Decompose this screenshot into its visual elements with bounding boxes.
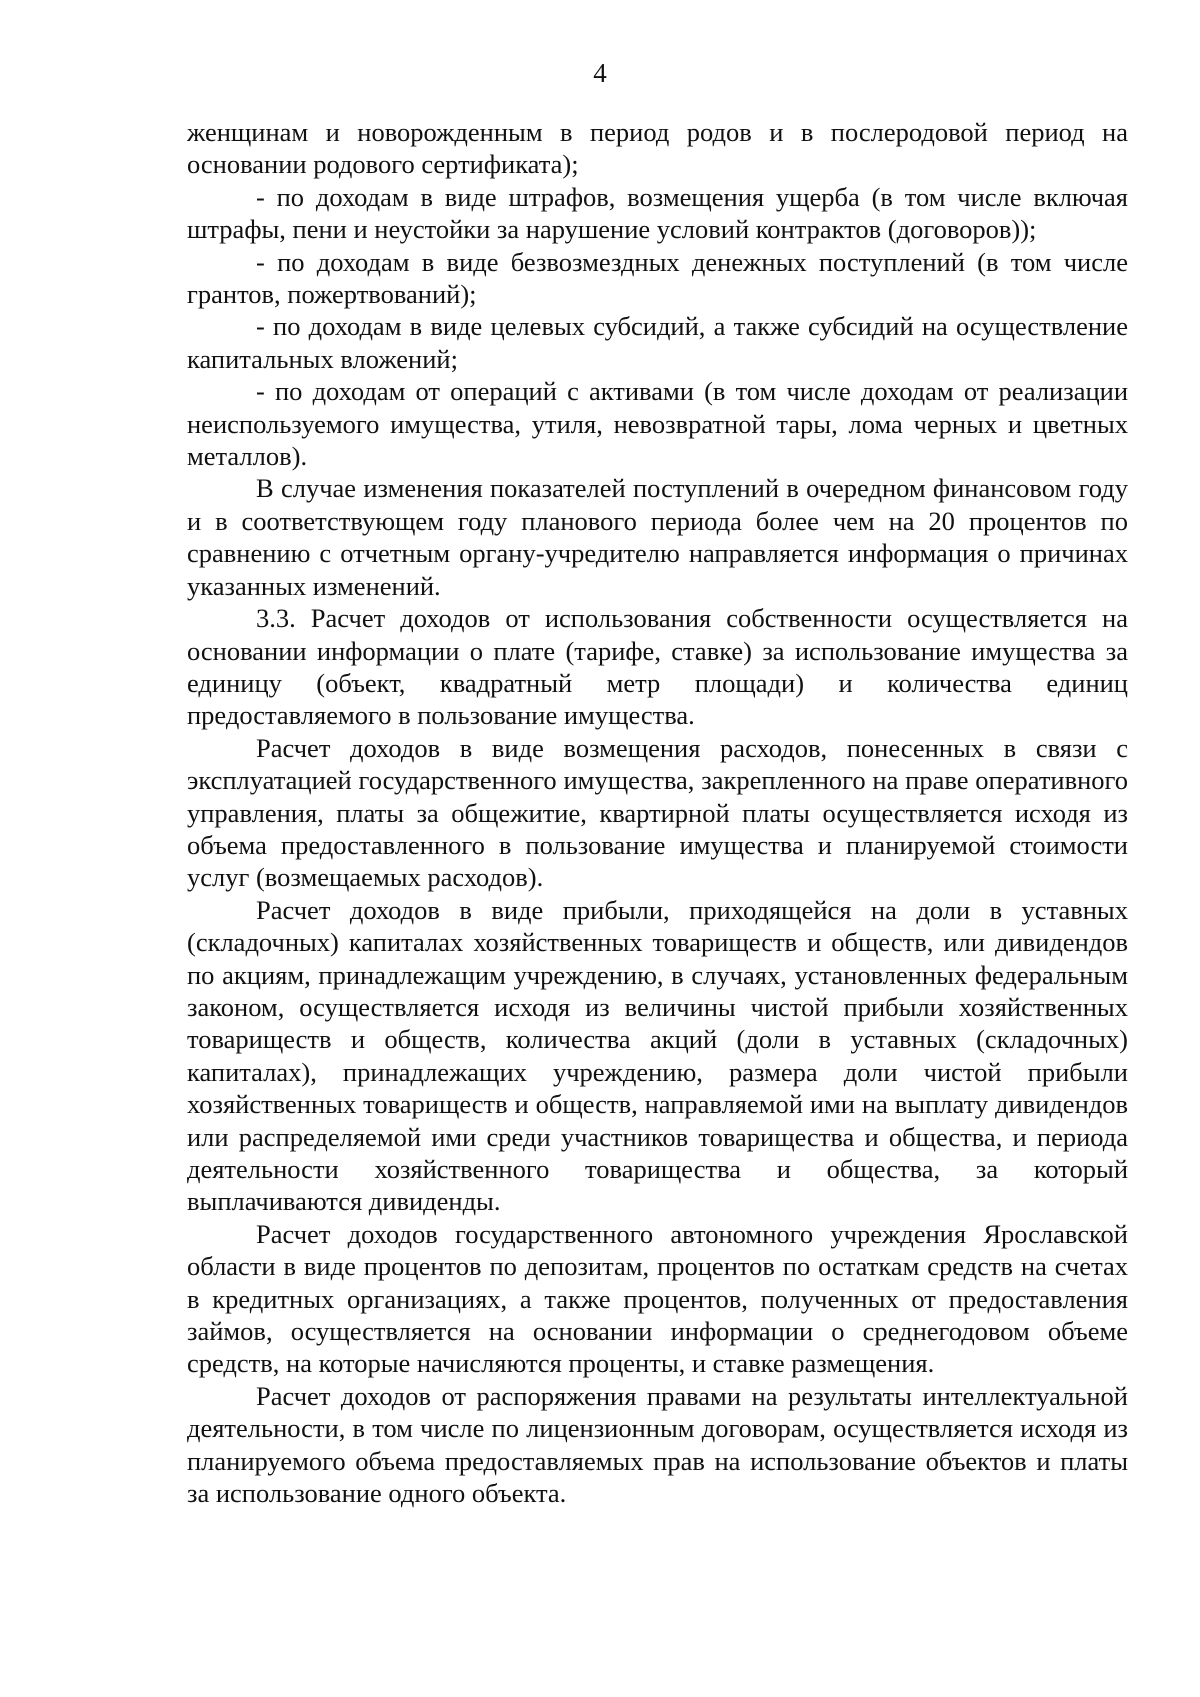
paragraph-continuation: женщинам и новорожденным в период родов и в послеродовой период на основании родового сертификата); <box>187 117 1128 180</box>
paragraph-intellectual-property: Расчет доходов от распоряжения правами на результаты интеллектуальной деятельности, в том числе по лицензионным договорам, осуществляется исходя из планируемого объема предоставляемых прав на использование объектов и платы за использование одного объекта. <box>187 1380 1128 1509</box>
paragraph-changes-notice: В случае изменения показателей поступлений в очередном финансовом году и в соответствующем году планового периода более чем на 20 процентов по сравнению с отчетным органу-учредителю направляется информация о причинах указанных изменений. <box>187 473 1128 601</box>
document-body <box>187 116 1128 1509</box>
paragraph-list-item-assets: - по доходам от операций с активами (в том числе доходам от реализации неиспользуемого имущества, утиля, невозвратной тары, лома черных и цветных металлов). <box>187 376 1128 472</box>
paragraph-dividends: Расчет доходов в виде прибыли, приходящейся на доли в уставных (складочных) капиталах хозяйственных товариществ и обществ, или дивидендов по акциям, принадлежащим учреждению, в случаях, установленных федеральным законом, осуществляется исходя из величины чистой прибыли хозяйственных товариществ и обществ, количества акций (доли в уставных (складочных) капиталах), принадлежащих учреждению, размера доли чистой прибыли хозяйственных товариществ и обществ, направляемой ими на выплату дивидендов или распределяемой ими среди участников товарищества и общества, и периода деятельности хозяйственного товарищества и общества, за который выплачиваются дивиденды. <box>187 894 1128 1217</box>
paragraph-deposit-interest: Расчет доходов государственного автономного учреждения Ярославской области в виде процентов по депозитам, процентов по остаткам средств на счетах в кредитных организациях, а также процентов, полученных от предоставления займов, осуществляется на основании информации о среднегодовом объеме средств, на которые начисляются проценты, и ставке размещения. <box>187 1218 1128 1379</box>
paragraph-list-item-donations: - по доходам в виде безвозмездных денежных поступлений (в том числе грантов, пожертвований); <box>187 246 1128 310</box>
paragraph-expense-reimbursement: Расчет доходов в виде возмещения расходов, понесенных в связи с эксплуатацией государственного имущества, закрепленного на праве оперативного управления, платы за общежитие, квартирной платы осуществляется исходя из объема предоставленного в пользование имущества и планируемой стоимости услуг (возмещаемых расходов). <box>187 732 1128 893</box>
paragraph-list-item-fines: - по доходам в виде штрафов, возмещения ущерба (в том числе включая штрафы, пени и неустойки за нарушение условий контрактов (договоров)); <box>187 181 1128 245</box>
page-number: 4 <box>593 58 607 88</box>
paragraph-list-item-subsidies: - по доходам в виде целевых субсидий, а также субсидий на осуществление капитальных вложений; <box>187 311 1128 374</box>
paragraph-section-3-3: 3.3. Расчет доходов от использования собственности осуществляется на основании информации о плате (тарифе, ставке) за использование имущества за единицу (объект, квадратный метр площади) и количества единиц предоставляемого в пользование имущества. <box>187 603 1128 731</box>
